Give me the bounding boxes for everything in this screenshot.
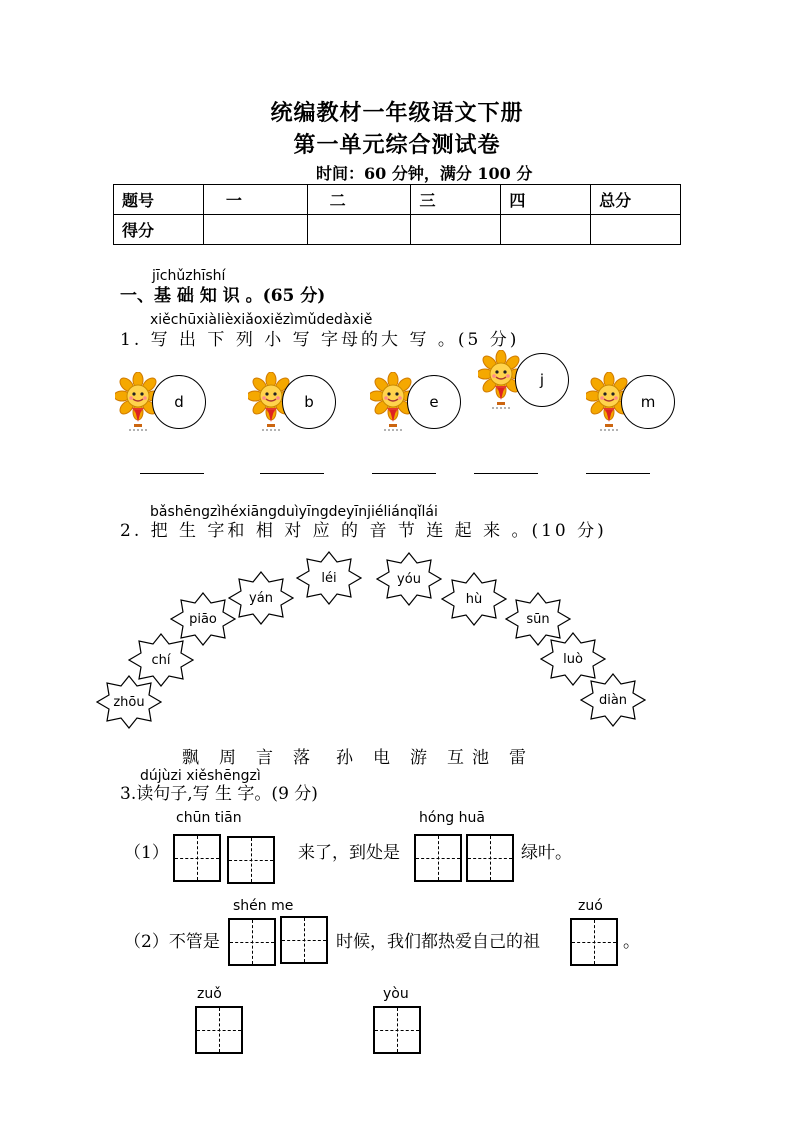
- q3-question: 3.读句子,写 生 字。(9 分): [120, 784, 318, 804]
- character-item[interactable]: 游: [410, 748, 427, 768]
- s3-pinyin-b: yòu: [383, 986, 409, 1002]
- syllable-label: piāo: [189, 611, 217, 627]
- syllable-star-you[interactable]: [376, 552, 442, 606]
- s2-end-text: 。: [623, 932, 640, 952]
- s1-pinyin-b: hóng huā: [419, 810, 485, 826]
- writing-grid-box[interactable]: [227, 836, 275, 884]
- answer-blank[interactable]: [140, 472, 204, 474]
- syllable-star-lei[interactable]: [296, 551, 362, 605]
- score-cell[interactable]: [203, 215, 307, 245]
- score-cell[interactable]: [591, 215, 681, 245]
- syllable-label: yán: [249, 590, 273, 606]
- score-table-header-row: [114, 185, 681, 215]
- syllable-star-piao[interactable]: [170, 592, 236, 646]
- character-item[interactable]: 互: [447, 748, 464, 768]
- q2-question: 2. 把 生 字和 相 对 应 的 音 节 连 起 来 。(10 分): [120, 521, 607, 541]
- s1-label: （1）: [124, 843, 169, 863]
- letter-circle-e: e: [407, 375, 461, 429]
- s2-pinyin-a: shén me: [233, 898, 294, 914]
- writing-grid-box[interactable]: [173, 834, 221, 882]
- title-line-1: 统编教材一年级语文下册: [270, 100, 524, 126]
- writing-grid-box[interactable]: [466, 834, 514, 882]
- q1-question: 1. 写 出 下 列 小 写 字母的大 写 。(5 分): [120, 330, 520, 350]
- letter-circle-b: b: [282, 375, 336, 429]
- q2-pinyin: bǎshēngzìhéxiāngduìyīngdeyīnjiéliánqǐlái: [150, 504, 438, 520]
- s2-label: （2）不管是: [124, 932, 220, 952]
- s1-end-text: 绿叶。: [521, 843, 572, 863]
- score-table-header: 题号: [114, 185, 204, 215]
- character-item[interactable]: 言: [256, 748, 273, 768]
- writing-grid-box[interactable]: [280, 916, 328, 964]
- writing-grid-box[interactable]: [228, 918, 276, 966]
- q1-pinyin: xiěchūxiàlièxiǎoxiězìmǔdedàxiě: [150, 312, 373, 328]
- score-table-header: 总分: [591, 185, 681, 215]
- title-line-2: 第一单元综合测试卷: [293, 132, 501, 158]
- s2-middle-text: 时候，我们都热爱自己的祖: [336, 932, 540, 952]
- writing-grid-box[interactable]: [570, 918, 618, 966]
- score-row-label: 得分: [114, 215, 204, 245]
- s3-pinyin-a: zuǒ: [197, 986, 222, 1002]
- syllable-label: chí: [151, 652, 171, 668]
- syllable-star-yan[interactable]: [228, 571, 294, 625]
- character-item[interactable]: 池: [472, 748, 489, 768]
- syllable-label: yóu: [397, 571, 421, 587]
- syllable-label: hù: [465, 591, 483, 607]
- score-cell[interactable]: [411, 215, 501, 245]
- character-item[interactable]: 落: [293, 748, 310, 768]
- score-table-score-row: [114, 215, 681, 245]
- s1-pinyin-a: chūn tiān: [176, 810, 242, 826]
- character-item[interactable]: 飘: [182, 748, 199, 768]
- character-item[interactable]: 雷: [509, 748, 526, 768]
- q3-pinyin: dújùzi xiěshēngzì: [140, 768, 261, 784]
- character-item[interactable]: 孙: [336, 748, 353, 768]
- letter-circle-d: d: [152, 375, 206, 429]
- section1-pinyin: jīchǔzhīshí: [152, 268, 226, 284]
- answer-blank[interactable]: [586, 472, 650, 474]
- answer-blank[interactable]: [474, 472, 538, 474]
- time-and-score-info: 时间：60 分钟，满分 100 分: [316, 164, 533, 183]
- syllable-label: luò: [563, 651, 583, 667]
- score-table-header: 一: [203, 185, 307, 215]
- syllable-label: zhōu: [113, 694, 145, 710]
- answer-blank[interactable]: [372, 472, 436, 474]
- score-table-header: 四: [501, 185, 591, 215]
- character-row: [182, 743, 546, 768]
- s2-pinyin-b: zuó: [578, 898, 603, 914]
- syllable-label: léi: [321, 570, 337, 586]
- score-cell[interactable]: [501, 215, 591, 245]
- score-table: [113, 184, 681, 245]
- score-table-header: 三: [411, 185, 501, 215]
- character-item[interactable]: 周: [219, 748, 236, 768]
- syllable-label: diàn: [598, 692, 628, 708]
- writing-grid-box[interactable]: [414, 834, 462, 882]
- syllable-star-hu[interactable]: [441, 572, 507, 626]
- score-table-header: 二: [307, 185, 411, 215]
- character-item[interactable]: 电: [373, 748, 390, 768]
- score-cell[interactable]: [307, 215, 411, 245]
- answer-blank[interactable]: [260, 472, 324, 474]
- s1-middle-text: 来了，到处是: [298, 843, 400, 863]
- section1-title: 一、基 础 知 识 。(65 分): [120, 286, 326, 306]
- syllable-label: sūn: [526, 611, 550, 627]
- writing-grid-box[interactable]: [195, 1006, 243, 1054]
- writing-grid-box[interactable]: [373, 1006, 421, 1054]
- letter-circle-m: m: [621, 375, 675, 429]
- syllable-star-dian[interactable]: [580, 673, 646, 727]
- letter-circle-j: j: [515, 353, 569, 407]
